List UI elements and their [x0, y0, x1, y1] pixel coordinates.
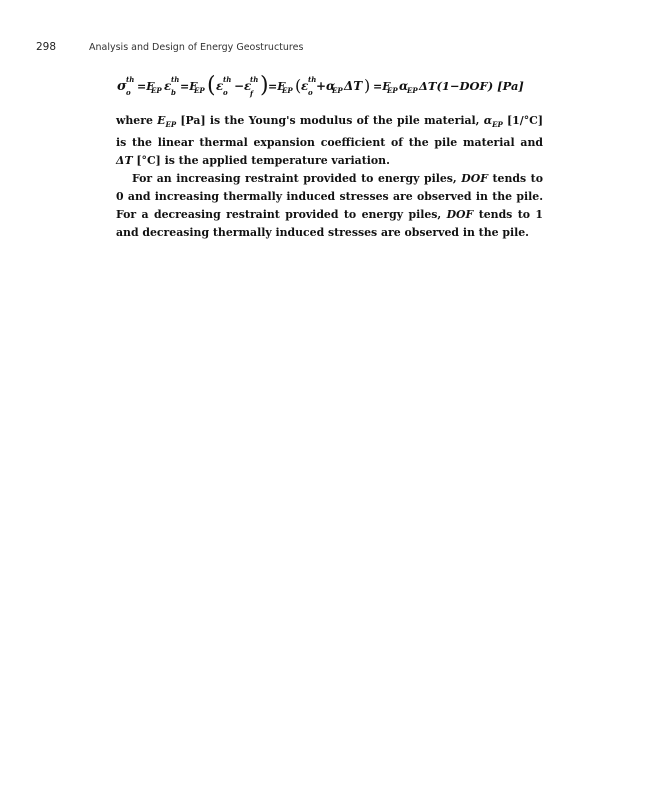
running-head: Analysis and Design of Energy Geostructures: [89, 42, 304, 53]
svg-text:ε: ε: [164, 79, 172, 93]
thermal-stress-equation: [117, 68, 559, 104]
svg-text:ΔT(1−DOF) [Pa]: ΔT(1−DOF) [Pa]: [419, 79, 524, 93]
svg-text:=E: =E: [373, 80, 391, 93]
svg-text:b: b: [171, 88, 176, 97]
eq-sigma: σ: [117, 79, 127, 94]
svg-text:EP: EP: [332, 86, 343, 95]
svg-text:th: th: [126, 75, 135, 84]
svg-text:ΔT: ΔT: [344, 79, 363, 93]
svg-text:EP: EP: [194, 86, 205, 95]
svg-text:ε: ε: [216, 79, 224, 93]
svg-text:o: o: [308, 88, 313, 97]
svg-text:EP: EP: [387, 86, 398, 95]
svg-text:o: o: [223, 88, 228, 97]
svg-text:th: th: [250, 75, 259, 84]
svg-text:o: o: [126, 88, 131, 97]
paragraph-restraint: For an increasing restraint provided to energy piles, DOF tends to 0 and increasing thermally induced stresses are observed in the pile. For a decreasing restraint provided to energy piles, DOF tends to 1 and decreasing thermally induced stresses are observed in the pile.: [116, 172, 544, 240]
body-text: [116, 112, 543, 242]
svg-text:+α: +α: [316, 79, 336, 93]
svg-text:−ε: −ε: [234, 79, 252, 93]
svg-text:α: α: [399, 79, 409, 93]
svg-text:=E: =E: [137, 80, 155, 93]
svg-text:): ): [364, 76, 371, 95]
svg-text:f: f: [250, 89, 254, 98]
svg-text:EP: EP: [151, 86, 162, 95]
svg-text:=E: =E: [180, 80, 198, 93]
svg-text:th: th: [223, 75, 232, 84]
svg-text:th: th: [308, 75, 317, 84]
svg-text:EP: EP: [407, 86, 418, 95]
svg-text:(: (: [207, 73, 216, 98]
svg-text:ε: ε: [301, 79, 309, 93]
svg-text:EP: EP: [282, 86, 293, 95]
paragraph-definitions: where $E_{EP}$ [Pa] is the Young's modulus of the pile material, $\alpha_{EP}$ [1/°C] is the linear thermal expansion coefficient of the pile material and ΔT [°C] is the applied temperature variation.: [116, 114, 543, 168]
svg-text:=E: =E: [268, 80, 286, 93]
svg-text:(: (: [295, 76, 302, 95]
svg-text:): ): [260, 73, 269, 98]
svg-text:th: th: [171, 75, 180, 84]
page-number: 298: [36, 41, 57, 53]
